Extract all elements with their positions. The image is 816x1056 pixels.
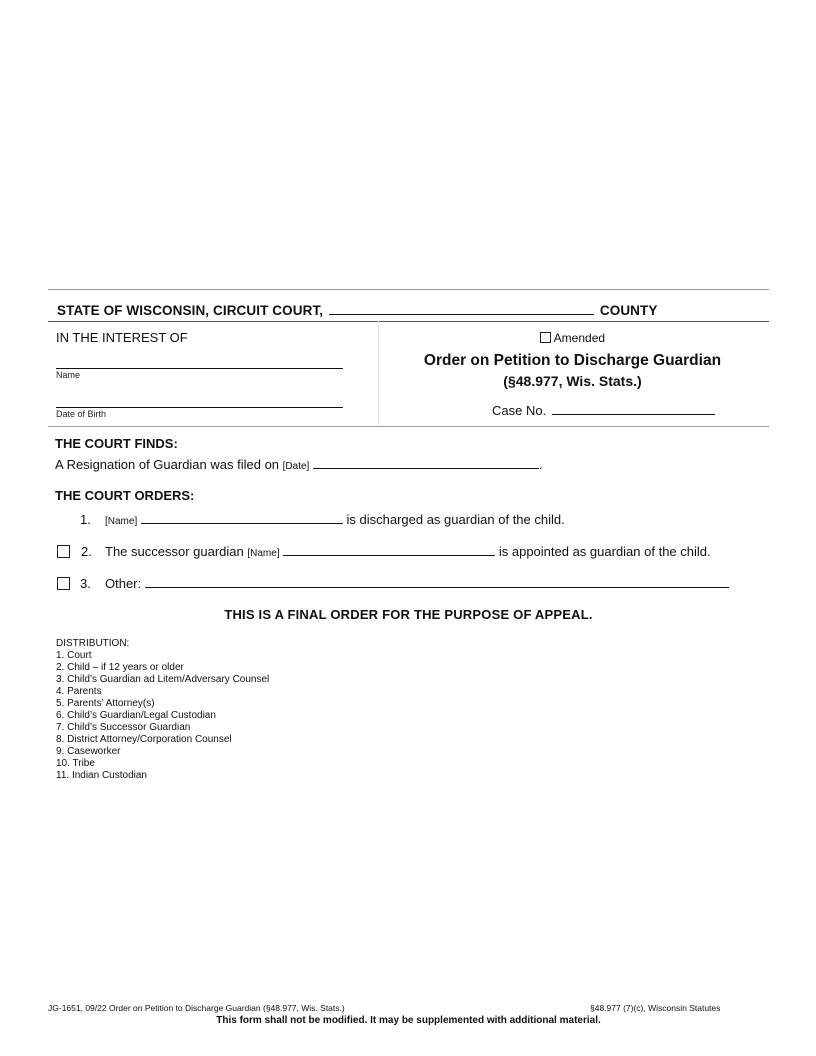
order-item-2	[105, 544, 711, 559]
order-item-3-number: 3.	[80, 576, 91, 591]
footer-form-id: JG-1651, 09/22 Order on Petition to Discharge Guardian (§48.977, Wis. Stats.)	[48, 1003, 345, 1013]
distribution-item: 2. Child – if 12 years or older	[56, 662, 184, 673]
caption-rule	[48, 321, 769, 322]
distribution-item: 7. Child’s Successor Guardian	[56, 722, 191, 733]
item2-name-field[interactable]	[283, 544, 495, 556]
distribution-item: 1. Court	[56, 650, 92, 661]
item1-text: is discharged as guardian of the child.	[346, 512, 565, 527]
amended-label: Amended	[553, 331, 606, 345]
case-no-field[interactable]	[552, 403, 715, 415]
order-item-3	[105, 576, 729, 591]
distribution-item: 8. District Attorney/Corporation Counsel	[56, 734, 232, 745]
distribution-item: 6. Child’s Guardian/Legal Custodian	[56, 710, 216, 721]
date-placeholder: [Date]	[282, 461, 310, 472]
footer-statute: §48.977 (7)(c), Wisconsin Statutes	[590, 1003, 721, 1013]
distribution-item: 11. Indian Custodian	[56, 770, 147, 781]
item2-text: is appointed as guardian of the child.	[498, 544, 711, 559]
county-label: COUNTY	[599, 303, 658, 318]
order-item-1	[105, 512, 565, 527]
amended-checkbox[interactable]	[540, 332, 551, 343]
distribution-item: 3. Child’s Guardian ad Litem/Adversary Counsel	[56, 674, 270, 685]
final-order-statement: THIS IS A FINAL ORDER FOR THE PURPOSE OF APPEAL.	[224, 607, 593, 622]
item3-label: Other:	[105, 576, 142, 591]
order-item-3-checkbox[interactable]	[57, 577, 70, 590]
child-name-line[interactable]	[56, 368, 343, 369]
case-number-row	[492, 403, 715, 418]
top-rule	[48, 289, 769, 290]
form-subtitle: (§48.977, Wis. Stats.)	[503, 373, 642, 389]
amended-option[interactable]	[540, 331, 605, 345]
court-finds-heading: THE COURT FINDS:	[55, 436, 178, 451]
distribution-item: 4. Parents	[56, 686, 102, 697]
distribution-item: 5. Parents’ Attorney(s)	[56, 698, 155, 709]
item2-prefix: The successor guardian	[105, 544, 244, 559]
county-field[interactable]	[329, 302, 594, 315]
form-title: Order on Petition to Discharge Guardian	[423, 352, 722, 369]
footer-notice: This form shall not be modified. It may be supplemented with additional material.	[216, 1015, 601, 1026]
dob-line[interactable]	[56, 407, 343, 408]
order-item-2-checkbox[interactable]	[57, 545, 70, 558]
distribution-items	[56, 650, 269, 782]
dob-label: Date of Birth	[56, 409, 107, 419]
in-interest-of-label: IN THE INTEREST OF	[56, 330, 188, 345]
trailing-period: .	[538, 457, 543, 472]
distribution-list	[56, 638, 269, 782]
distribution-item: 10. Tribe	[56, 758, 95, 769]
item1-name-field[interactable]	[141, 512, 343, 524]
item3-other-field[interactable]	[145, 576, 729, 588]
item1-name-placeholder: [Name]	[105, 516, 138, 527]
order-item-1-number: 1.	[80, 512, 91, 527]
state-court-label: STATE OF WISCONSIN, CIRCUIT COURT,	[57, 303, 324, 318]
item2-name-placeholder: [Name]	[247, 548, 280, 559]
caption-bottom-rule	[48, 426, 769, 427]
distribution-item: 9. Caseworker	[56, 746, 121, 757]
case-no-label: Case No.	[492, 403, 547, 418]
resignation-date-field[interactable]	[313, 457, 539, 469]
resignation-line	[55, 457, 543, 472]
resignation-text: A Resignation of Guardian was filed on	[55, 457, 280, 472]
court-caption	[57, 302, 657, 318]
order-item-2-number: 2.	[81, 544, 92, 559]
caption-divider	[378, 321, 379, 426]
distribution-heading: DISTRIBUTION:	[56, 638, 130, 649]
name-label: Name	[56, 370, 81, 380]
court-orders-heading: THE COURT ORDERS:	[55, 488, 195, 503]
